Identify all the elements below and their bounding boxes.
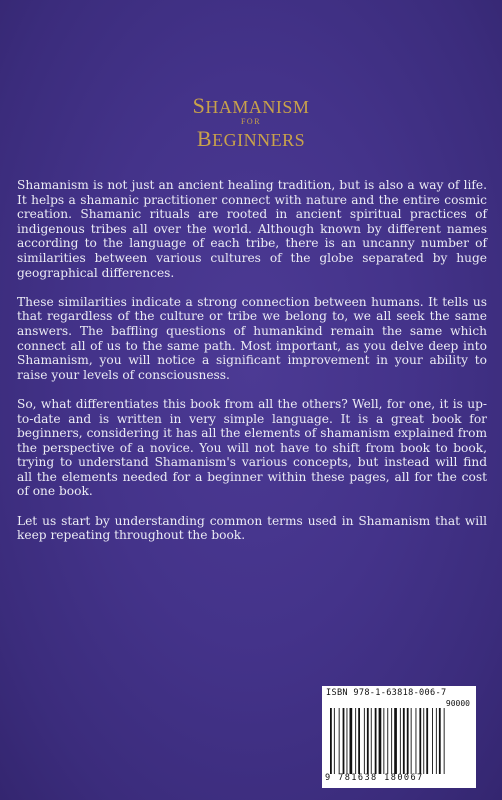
book-title xyxy=(0,95,502,150)
isbn-barcode-box xyxy=(322,686,476,788)
description-paragraph: Let us start by understanding common terms used in Shamanism that will keep repeating throughout the book. xyxy=(17,513,487,543)
description-paragraph: These similarities indicate a strong connection between humans. It tells us that regardless of the culture or tribe we belong to, we all seek the same answers. The baffling questions of humankind remain the same which connect all of us to the same path. Most important, as you delve deep into Shamanism, you will notice a significant improvement in your ability to raise your levels of consciousness. xyxy=(17,294,487,382)
title-line-for: FOR xyxy=(240,117,262,126)
description-paragraph: So, what differentiates this book from all the others? Well, for one, it is up-to-date and is written in very simple language. It is a great book for beginners, considering it has all the elements of shamanism explained from the perspective of a novice. You will not have to shift from book to book, trying to understand Shamanism's various concepts, but instead will find all the elements needed for a beginner within these pages, all for the cost of one book. xyxy=(17,396,487,499)
barcode-icon xyxy=(330,708,470,774)
isbn-label: ISBN 978-1-63818-006-7 xyxy=(326,688,447,698)
description-paragraph: Shamanism is not just an ancient healing tradition, but is also a way of life. It helps a shamanic practitioner connect with nature and the entire cosmic creation. Shamanic rituals are rooted in ancient spiritual practices of indigenous tribes all over the world. Although known by different names according to the language of each tribe, there is an uncanny number of similarities between various cultures of the globe separated by huge geographical differences. xyxy=(17,178,487,280)
title-line-beginners: BEGINNERS xyxy=(196,126,306,151)
title-line-shamanism: SHAMANISM xyxy=(192,93,310,118)
price-code: 90000 xyxy=(445,699,470,708)
barcode-digits: 9 781638 180067 xyxy=(325,773,424,783)
book-description xyxy=(17,178,487,557)
